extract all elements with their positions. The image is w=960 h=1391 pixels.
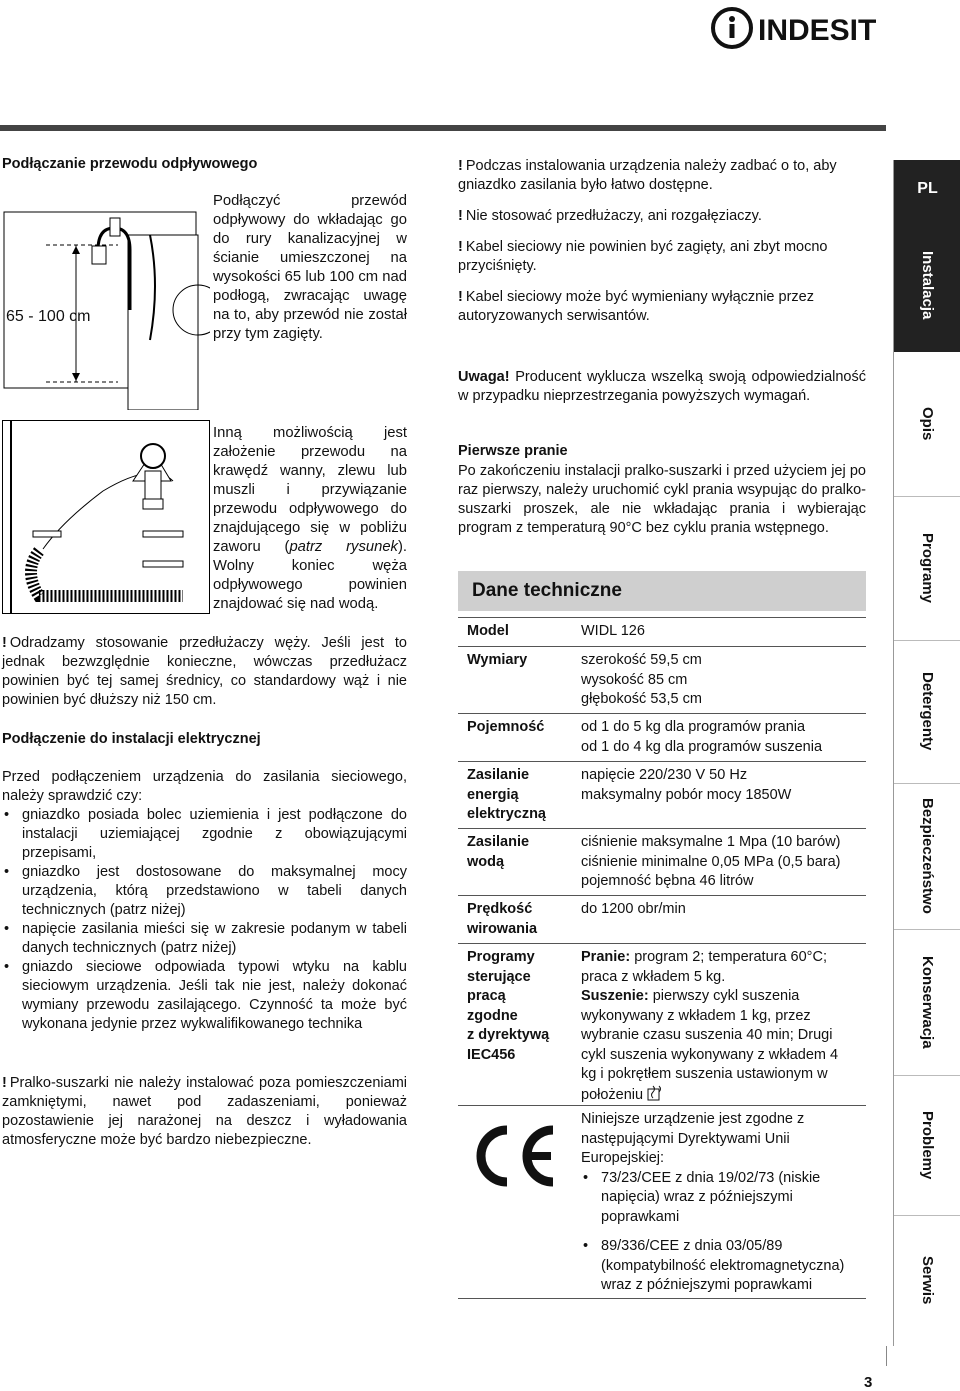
row-value xyxy=(581,1110,866,1296)
drain-hook-text-2: ). Wolny koniec węża odpływowego powinien znajdować się nad wodą. xyxy=(213,539,407,612)
label-line: pracą xyxy=(467,988,506,1004)
directive-item: • 89/336/CEE z dnia 03/05/89 (kompatybilność elektromagnetyczna) wraz z późniejszymi poprawkami xyxy=(581,1237,866,1296)
sidebar-item-opis[interactable] xyxy=(894,352,960,497)
checklist-item: • gniazdko jest dostosowane do maksymalnej mocy urządzenia, którą przedstawiono w tabeli danych technicznych (patrz niżej) xyxy=(2,863,407,920)
label-line: Programy xyxy=(467,949,535,965)
row-label: Model xyxy=(467,623,509,639)
label-line: elektryczną xyxy=(467,806,546,822)
sidebar-item-detergenty[interactable] xyxy=(894,640,960,784)
drain-wall-figure xyxy=(0,190,210,410)
sidebar-item-serwis[interactable] xyxy=(894,1215,960,1346)
warning-text: Nie stosować przedłużaczy, ani rozgałęziaczy. xyxy=(465,208,762,224)
warning-icon: ! xyxy=(2,1075,7,1091)
row-label: Wymiary xyxy=(467,652,528,668)
sidebar-item-label: Instalacja xyxy=(919,250,936,320)
sidebar-item-instalacja[interactable] xyxy=(894,218,960,352)
drain-hook-text-italic: patrz rysunek xyxy=(289,539,398,555)
label-line: Zasilanie xyxy=(467,767,530,783)
program-dry-label: Suszenie: xyxy=(581,988,649,1004)
warning-icon: ! xyxy=(2,635,7,651)
drain-hook-text xyxy=(213,424,407,614)
hose-extension-warning-text: Odradzamy stosowanie przedłużaczy węży. Jeśli jest to jednak bezwzględnie konieczne, wówczas przedłużacz powinien być tej samej średnicy, co standardowy wąż i nie powinien być dłuższy niż 150 cm. xyxy=(2,635,407,708)
value-line: szerokość 59,5 cm xyxy=(581,652,702,668)
electrical-intro: Przed podłączeniem urządzenia do zasilania sieciowego, należy sprawdzić czy: xyxy=(2,769,407,804)
value-line: maksymalny pobór mocy 1850W xyxy=(581,786,792,803)
drain-hook-figure xyxy=(2,420,210,614)
row-value xyxy=(581,651,866,710)
program-wash-text: program 2; temperatura 60°C; praca z wkładem 5 kg. xyxy=(581,949,827,985)
value-line: głębokość 53,5 cm xyxy=(581,691,702,707)
warning-text: Kabel sieciowy nie powinien być zagięty, ani zbyt mocno przyciśnięty. xyxy=(458,239,828,274)
sidebar-lang-label: PL xyxy=(917,180,938,197)
warning-icon: ! xyxy=(458,289,463,305)
liability-notice xyxy=(458,368,866,406)
row-value xyxy=(581,833,866,892)
row-value xyxy=(581,766,866,805)
value-line: napięcie 220/230 V 50 Hz xyxy=(581,767,748,783)
liability-text: Producent wyklucza wszelką swoją odpowiedzialność w przypadku nieprzestrzegania powyższych wymagań. xyxy=(458,369,866,404)
value-line: ciśnienie maksymalne 1 Mpa (10 barów) xyxy=(581,834,841,850)
electrical-checklist xyxy=(2,806,407,1034)
sidebar-item-problemy[interactable] xyxy=(894,1075,960,1216)
row-label: Pojemność xyxy=(467,719,545,735)
program-dry-text: pierwszy cykl suszenia wykonywany z wkładem 1 kg, przez wybranie czasu suszenia 40 min; Drugi cykl suszenia wykonywany z wkładem 4 kg i pokrętłem suszenia ustawionym w położeniu xyxy=(581,988,839,1103)
table-row xyxy=(458,646,866,714)
brand-wordmark: INDESIT xyxy=(758,14,877,47)
row-label xyxy=(467,833,577,872)
checklist-item: • gniazdko posiada bolec uziemienia i jest podłączone do instalacji uziemiającej zgodnie z obowiązującymi przepisami, xyxy=(2,806,407,863)
installation-warnings xyxy=(458,157,866,326)
sidebar-item-bezpieczenstwo[interactable] xyxy=(894,783,960,930)
ce-mark-logo xyxy=(467,1124,559,1188)
label-line: z dyrektywą xyxy=(467,1027,550,1043)
value-line: od 1 do 5 kg dla programów prania xyxy=(581,719,806,735)
directive-list xyxy=(581,1169,866,1296)
liability-label: Uwaga! xyxy=(458,369,510,385)
label-line: Prędkość xyxy=(467,901,533,917)
drain-section-title: Podłączanie przewodu odpływowego xyxy=(2,156,258,172)
program-dry xyxy=(581,987,851,1105)
label-line: zgodne xyxy=(467,1007,518,1024)
electrical-section-title: Podłączenie do instalacji elektrycznej xyxy=(2,731,261,747)
table-row xyxy=(458,828,866,896)
tech-data-title: Dane techniczne xyxy=(472,580,622,601)
section-sidebar xyxy=(893,160,960,1346)
value-line: pojemność bębna 46 litrów xyxy=(581,873,754,889)
outdoor-warning-text: Pralko-suszarki nie należy instalować poza pomieszczeniami zamkniętymi, nawet pod zadaszeniami, ponieważ pozostawienie jej narażonej na deszcz i wyładowania atmosferyczne może być bardzo niebezpieczne. xyxy=(2,1075,407,1148)
sidebar-lang-tab[interactable] xyxy=(894,160,960,219)
program-wash xyxy=(581,948,851,987)
directive-item: • 73/23/CEE z dnia 19/02/73 (niskie napięcia) wraz z późniejszymi poprawkami xyxy=(581,1169,866,1228)
warning-text: Kabel sieciowy może być wymieniany wyłącznie przez autoryzowanych serwisantów. xyxy=(458,289,814,324)
table-row xyxy=(458,617,866,647)
sidebar-item-label: Programy xyxy=(919,532,936,604)
dry-setting-icon xyxy=(647,1085,665,1101)
sidebar-item-label: Serwis xyxy=(919,1256,936,1305)
row-label xyxy=(467,948,577,1065)
label-line: IEC456 xyxy=(467,1046,516,1063)
label-line: wirowania xyxy=(467,920,538,937)
label-line: energią xyxy=(467,786,519,803)
ce-intro: Niniejsze urządzenie jest zgodne z następującymi Dyrektywami Unii Europejskiej: xyxy=(581,1111,805,1166)
warning-item xyxy=(458,238,866,276)
row-value: do 1200 obr/min xyxy=(581,901,686,917)
warning-item xyxy=(458,157,866,195)
label-line: wodą xyxy=(467,853,505,870)
first-wash-text: Po zakończeniu instalacji pralko-suszarki i przed użyciem jej po raz pierwszy, należy uruchomić cykl prania wsypując do pralko-suszarki proszek, ale nie wkładając prania i wybierając program z temperaturą 90°C bez cyklu prania wstępnego. xyxy=(458,463,866,536)
sidebar-item-label: Konserwacja xyxy=(919,955,936,1049)
value-line: ciśnienie minimalne 0,05 MPa (0,5 bara) xyxy=(581,853,841,870)
sidebar-item-konserwacja[interactable] xyxy=(894,929,960,1076)
value-line: wysokość 85 cm xyxy=(581,671,688,688)
row-value xyxy=(581,948,851,1105)
sidebar-item-label: Detergenty xyxy=(919,672,936,751)
table-row xyxy=(458,713,866,762)
first-wash-title: Pierwsze pranie xyxy=(458,443,568,459)
sidebar-item-label: Bezpieczeństwo xyxy=(919,798,936,914)
checklist-item: • napięcie zasilania mieści się w zakresie podanym w tabeli danych technicznych (patrz niżej) xyxy=(2,920,407,958)
indesit-logo xyxy=(710,4,890,52)
hose-extension-warning xyxy=(2,634,407,710)
warning-text: Podczas instalowania urządzenia należy zadbać o to, aby gniazdko zasilania było łatwo dostępne. xyxy=(458,158,837,193)
drain-wall-text: Podłączyć przewód odpływowy do wkładając go do rury kanalizacyjnej w ścianie umieszczonej na wysokości 65 lub 100 cm nad podłogą, zwracając uwagę na to, aby przewód nie został przy tym zagięty. xyxy=(213,193,407,342)
row-label xyxy=(467,766,577,825)
value-line: od 1 do 4 kg dla programów suszenia xyxy=(581,738,823,755)
warning-item xyxy=(458,207,866,226)
row-value: WIDL 126 xyxy=(581,623,645,639)
warning-icon: ! xyxy=(458,208,463,224)
height-range-label: 65 - 100 cm xyxy=(6,308,91,325)
warning-icon: ! xyxy=(458,239,463,255)
table-row xyxy=(458,895,866,944)
header-rule xyxy=(0,125,886,131)
table-row xyxy=(458,761,866,829)
drain-hook-text-1: Inną możliwością jest założenie przewodu na krawędź wanny, zlewu lub muszli i przywiązanie przewodu odpływowego do znajdującego się w pobliżu zaworu ( xyxy=(213,425,407,555)
row-value xyxy=(581,718,866,757)
warning-icon: ! xyxy=(458,158,463,174)
page-number: 3 xyxy=(864,1374,873,1391)
sidebar-item-label: Opis xyxy=(919,407,936,441)
sidebar-item-label: Problemy xyxy=(919,1110,936,1180)
table-row xyxy=(458,943,866,1106)
program-wash-label: Pranie: xyxy=(581,949,631,965)
checklist-item: • gniazdo sieciowe odpowiada typowi wtyku na kablu sieciowym urządzenia. Jeśli tak nie jest, należy dokonać wymiany przewodu zasilającego. Czynność ta może być wykonana jedynie przez wykwalifikowanego technika xyxy=(2,958,407,1034)
outdoor-warning xyxy=(2,1074,407,1150)
label-line: Zasilanie xyxy=(467,834,530,850)
ce-mark xyxy=(467,1124,577,1195)
tech-data-header xyxy=(458,571,866,611)
sidebar-item-programy[interactable] xyxy=(894,496,960,641)
label-line: sterujące xyxy=(467,968,531,985)
sidebar-bottom-rule xyxy=(886,1346,887,1366)
warning-item xyxy=(458,288,866,326)
table-row xyxy=(458,1105,866,1299)
row-label xyxy=(467,900,577,939)
